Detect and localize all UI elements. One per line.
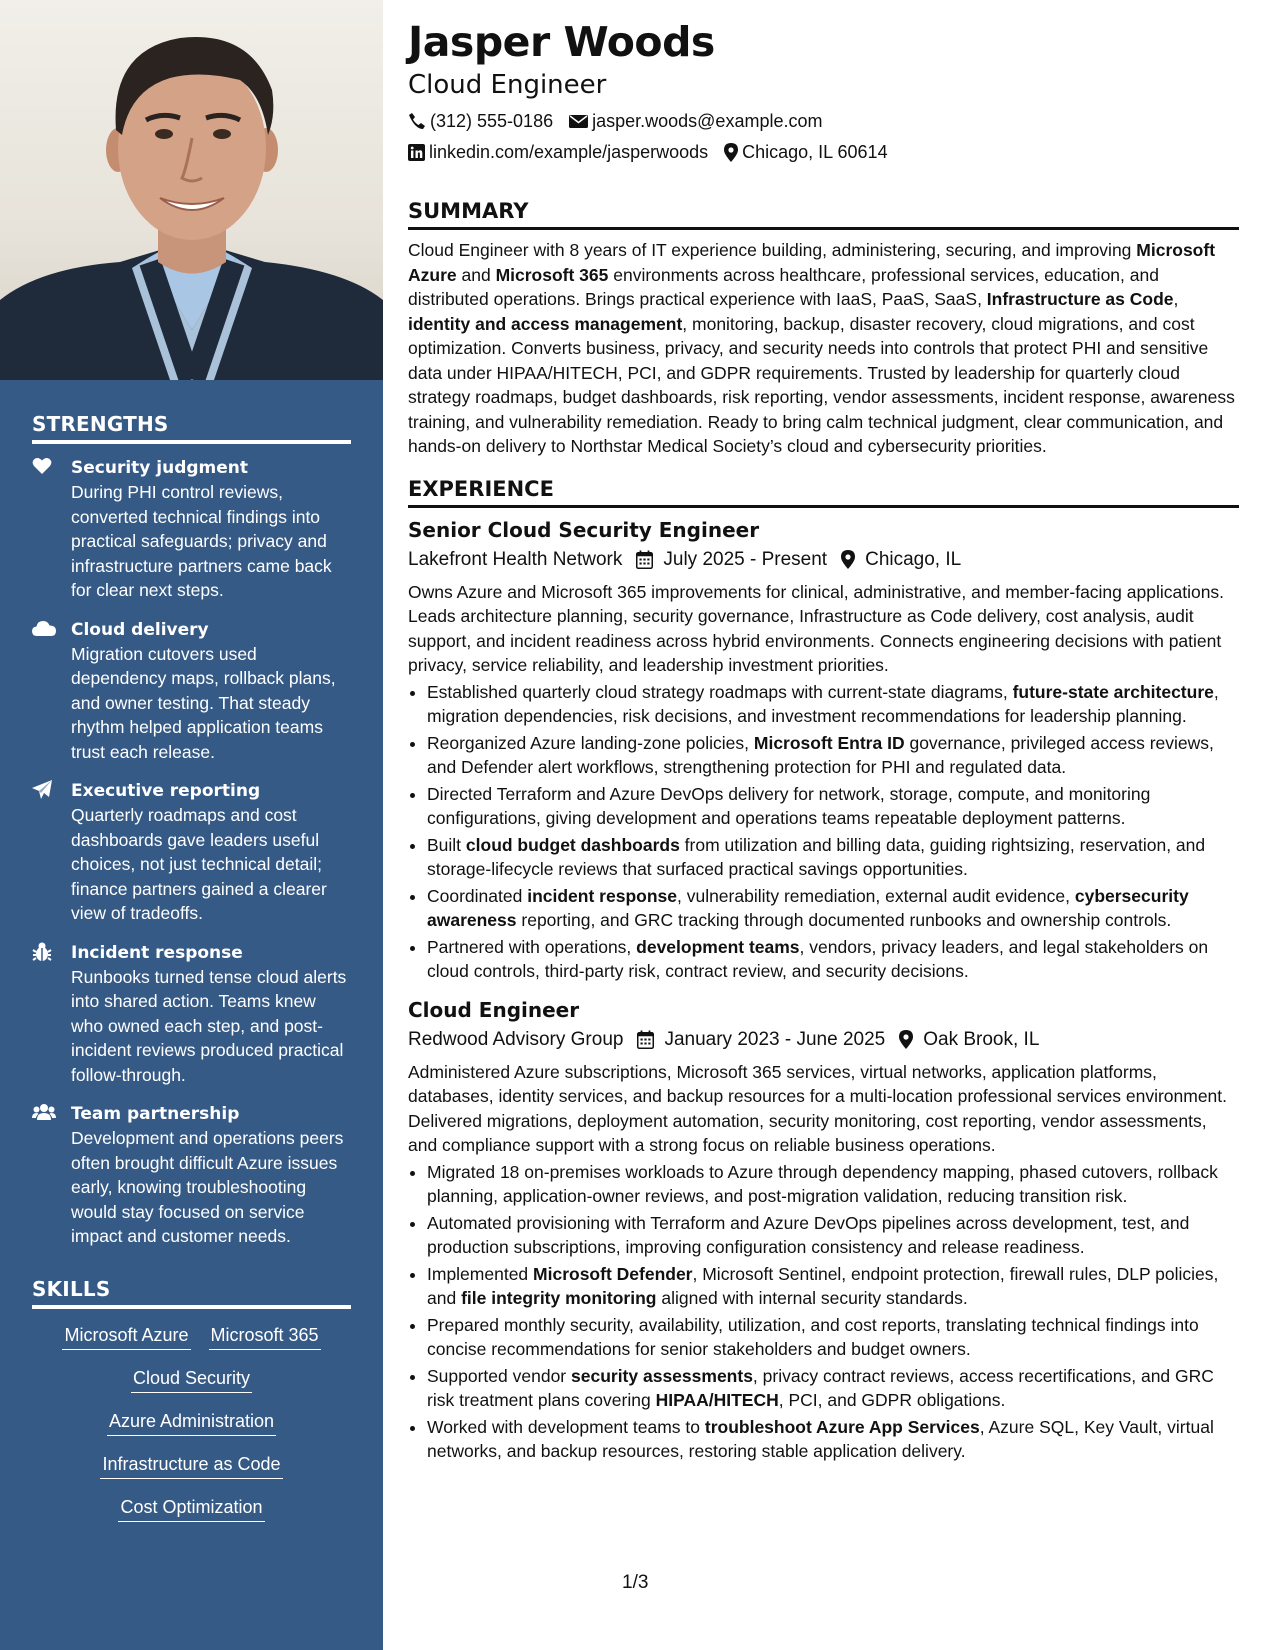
strength-description: Runbooks turned tense cloud alerts into shared action. Teams knew who owned each step, and post-incident reviews produced practical follow-through. [71, 966, 347, 1085]
job-dates-text: January 2023 - June 2025 [664, 1028, 886, 1050]
email-text: jasper.woods@example.com [592, 111, 823, 131]
skill-tag: Azure Administration [107, 1409, 276, 1436]
job-company: Redwood Advisory Group [408, 1028, 624, 1050]
job-company: Lakefront Health Network [408, 548, 623, 570]
main-content [408, 18, 1239, 1466]
skills-list [32, 1323, 351, 1522]
strength-title: Security judgment [71, 458, 249, 478]
envelope-icon [569, 114, 588, 129]
skills-heading: SKILLS [32, 1277, 351, 1309]
list-item: • Built cloud budget dashboards from utilization and billing data, guiding rightsizing, reservation, and storage-lifecycle reviews that surfaced practical savings opportunities. [427, 833, 1239, 882]
list-item: • Directed Terraform and Azure DevOps delivery for network, storage, compute, and monitoring configurations, giving development and operations teams repeatable deployment patterns. [427, 782, 1239, 831]
job-dates [636, 546, 827, 574]
skill-tag: Cloud Security [131, 1366, 252, 1393]
job-title: Senior Cloud Security Engineer [408, 517, 760, 542]
list-item: • Reorganized Azure landing-zone policies, Microsoft Entra ID governance, privileged access reviews, and Defender alert workflows, strengthening protection for PHI and regulated data. [427, 731, 1239, 780]
list-item: • Automated provisioning with Terraform and Azure DevOps pipelines across development, test, and production subscriptions, improving configuration consistency and release readiness. [427, 1211, 1239, 1260]
location-text: Chicago, IL 60614 [742, 142, 888, 162]
job-entry [408, 516, 1239, 984]
job-location-text: Oak Brook, IL [923, 1028, 1040, 1050]
map-pin-icon [724, 143, 738, 162]
candidate-name: Jasper Woods [408, 18, 715, 66]
skill-tag: Cost Optimization [118, 1495, 264, 1522]
linkedin-text: linkedin.com/example/jasperwoods [429, 142, 709, 162]
strength-description: During PHI control reviews, converted technical findings into practical safeguards; privacy and infrastructure partners came back for clear next steps. [71, 482, 332, 600]
job-dates-text: July 2025 - Present [663, 548, 828, 570]
strength-item [32, 618, 351, 765]
list-item: • Partnered with operations, development teams, vendors, privacy leaders, and legal stakeholders on cloud controls, third-party risk, contract review, and security decisions. [427, 935, 1239, 984]
job-meta [408, 1026, 1239, 1054]
map-pin-icon [841, 550, 865, 569]
cloud-icon [32, 619, 54, 639]
list-item: • Prepared monthly security, availability, utilization, and cost reports, translating technical findings into concise recommendations for senior stakeholders and budget owners. [427, 1313, 1239, 1362]
contact-row [408, 108, 1239, 134]
candidate-role: Cloud Engineer [408, 70, 607, 100]
list-item: • Implemented Microsoft Defender, Microsoft Sentinel, endpoint protection, firewall rules, DLP policies, and file integrity monitoring aligned with internal security standards. [427, 1262, 1239, 1311]
contact-linkedin[interactable] [408, 139, 708, 165]
job-entry [408, 996, 1239, 1464]
strength-description: Quarterly roadmaps and cost dashboards gave leaders useful choices, not just technical detail; finance partners gained a clearer view of tradeoffs. [71, 805, 327, 923]
strength-title: Executive reporting [71, 781, 261, 801]
strength-title: Cloud delivery [71, 619, 209, 640]
contact-phone [408, 108, 553, 134]
summary-text: Cloud Engineer with 8 years of IT experience building, administering, securing, and improving Microsoft Azure and Microsoft 365 environments across healthcare, professional services, education, and distributed operations. Brings practical experience with IaaS, PaaS, SaaS, Infrastructure as Code, identity and access management, monitoring, backup, disaster recovery, cloud migrations, and cost optimization. Converts business, privacy, and security needs into controls that protect PHI and sensitive data under HIPAA/HITECH, PCI, and GDPR requirements. Trusted by leadership for quarterly cloud strategy roadmaps, budget dashboards, risk reporting, vendor assessments, incident response, awareness training, and vulnerability remediation. Ready to bring calm technical judgment, clear communication, and hands-on delivery to Northstar Medical Society’s cloud and cybersecurity priorities. [408, 240, 1235, 456]
heart-icon [32, 457, 54, 477]
list-item: • Established quarterly cloud strategy roadmaps with current-state diagrams, future-state architecture, migration dependencies, risk decisions, and investment recommendations for leadership planning. [427, 680, 1239, 729]
skill-tag: Microsoft Azure [62, 1323, 190, 1350]
job-location [899, 1026, 1039, 1054]
contact-location [724, 139, 887, 165]
summary-section [408, 197, 1239, 459]
skill-tag: Infrastructure as Code [100, 1452, 282, 1479]
strength-item [32, 941, 351, 1088]
list-item: • Supported vendor security assessments, privacy contract reviews, access recertifications, and GRC risk treatment plans covering HIPAA/HITECH, PCI, and GDPR obligations. [427, 1364, 1239, 1413]
page-number: 1/3 [622, 1572, 649, 1593]
strength-item [32, 779, 351, 926]
list-item: • Coordinated incident response, vulnerability remediation, external audit evidence, cybersecurity awareness reporting, and GRC tracking through documented runbooks and ownership controls. [427, 884, 1239, 933]
users-icon [32, 1103, 54, 1123]
list-item: • Worked with development teams to troubleshoot Azure App Services, Azure SQL, Key Vault, virtual networks, and backup resources, restoring stable application delivery. [427, 1415, 1239, 1464]
job-title: Cloud Engineer [408, 997, 580, 1022]
paper-plane-icon [32, 780, 54, 800]
job-location [841, 546, 961, 574]
strength-title: Team partnership [71, 1104, 240, 1124]
profile-photo [0, 0, 383, 380]
phone-text: (312) 555-0186 [430, 111, 554, 131]
job-description: Owns Azure and Microsoft 365 improvements for clinical, administrative, and member-facing applications. Leads architecture planning, security governance, Infrastructure as Code delivery, cost analysis, audit support, and incident readiness across hybrid environments. Connects engineering decisions with patient privacy, service reliability, and leadership investment priorities. [408, 581, 1225, 675]
sidebar-content [32, 412, 351, 1538]
job-meta [408, 546, 1239, 574]
experience-section [408, 475, 1239, 1464]
sidebar [0, 0, 383, 1650]
summary-heading: SUMMARY [408, 197, 1239, 230]
job-location-text: Chicago, IL [865, 548, 962, 570]
strength-item [32, 1102, 351, 1249]
bug-icon [32, 942, 54, 962]
strength-description: Migration cutovers used dependency maps, rollback plans, and owner testing. That steady rhythm helped application teams trust each release. [71, 643, 336, 762]
contact-email[interactable] [569, 108, 822, 134]
linkedin-icon [408, 144, 425, 161]
phone-icon [408, 112, 426, 130]
job-description: Administered Azure subscriptions, Microsoft 365 services, virtual networks, application platforms, databases, identity services, and backup resources for a multi-location professional services environment. Delivered migrations, deployment automation, security monitoring, cost reporting, vendor assessments, and compliance support with a strong focus on reliable business operations. [408, 1061, 1228, 1155]
experience-heading: EXPERIENCE [408, 475, 1239, 508]
strengths-heading: STRENGTHS [32, 412, 351, 444]
contact-row [408, 139, 1239, 165]
strength-title: Incident response [71, 942, 243, 963]
list-item: • Migrated 18 on-premises workloads to Azure through dependency mapping, phased cutovers, rollback planning, application-owner reviews, and post-migration validation, reducing transition risk. [427, 1160, 1239, 1209]
job-bullets [408, 680, 1239, 984]
calendar-icon [637, 1030, 664, 1049]
map-pin-icon [899, 1030, 923, 1049]
strength-description: Development and operations peers often brought difficult Azure issues early, knowing troubleshooting would stay focused on service impact and customer needs. [71, 1128, 344, 1246]
job-dates [637, 1026, 885, 1054]
skill-tag: Microsoft 365 [209, 1323, 321, 1350]
strength-item [32, 456, 351, 603]
job-bullets [408, 1160, 1239, 1464]
calendar-icon [636, 550, 663, 569]
